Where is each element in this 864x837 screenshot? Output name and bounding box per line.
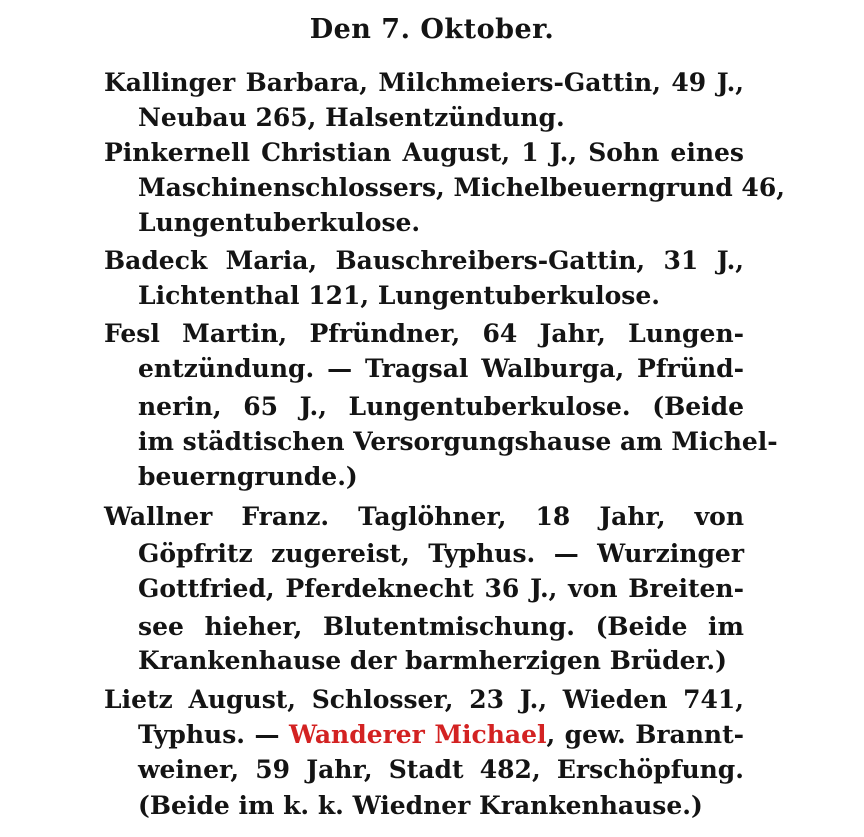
entry-line: Lietz August, Schlosser, 23 J., Wieden 741, [104, 685, 744, 714]
entry-line: Gottfried, Pferdeknecht 36 J., von Breiten- [138, 574, 744, 603]
entry-line: see hieher, Blutentmischung. (Beide im [138, 612, 744, 641]
entry-line: Maschinenschlossers, Michelbeuerngrund 46, [138, 173, 785, 202]
entry-line: weiner, 59 Jahr, Stadt 482, Erschöpfung. [138, 755, 744, 784]
entry-line: Göpfritz zugereist, Typhus. — Wurzinger [138, 539, 744, 568]
entry-line: Pinkernell Christian August, 1 J., Sohn eines [104, 138, 744, 167]
entry-line: im städtischen Versorgungshause am Michel- [138, 427, 778, 456]
entry-line: Badeck Maria, Bauschreibers-Gattin, 31 J., [104, 246, 744, 275]
entry-line: Kallinger Barbara, Milchmeiers-Gattin, 49 J., [104, 68, 744, 97]
entry-line [138, 717, 744, 753]
entry-line: Neubau 265, Halsentzündung. [138, 103, 565, 132]
entry-line: nerin, 65 J., Lungentuberkulose. (Beide [138, 392, 744, 421]
entry-line: (Beide im k. k. Wiedner Krankenhause.) [138, 791, 703, 820]
entry-line: Wallner Franz. Taglöhner, 18 Jahr, von [104, 502, 744, 531]
entry-line: Fesl Martin, Pfründner, 64 Jahr, Lungen- [104, 319, 744, 348]
entry-text: , gew. Brannt- [546, 720, 745, 749]
entry-line: Lungentuberkulose. [138, 208, 421, 237]
date-heading: Den 7. Oktober. [309, 14, 555, 45]
entry-text: Typhus. — [138, 720, 289, 749]
entry-line: Lichtenthal 121, Lungentuberkulose. [138, 281, 660, 310]
entry-line: entzündung. — Tragsal Walburga, Pfründ- [138, 354, 744, 383]
highlighted-name: Wanderer Michael [288, 720, 547, 749]
entry-line: beuerngrunde.) [138, 462, 358, 491]
entry-line: Krankenhause der barmherzigen Brüder.) [138, 646, 727, 675]
